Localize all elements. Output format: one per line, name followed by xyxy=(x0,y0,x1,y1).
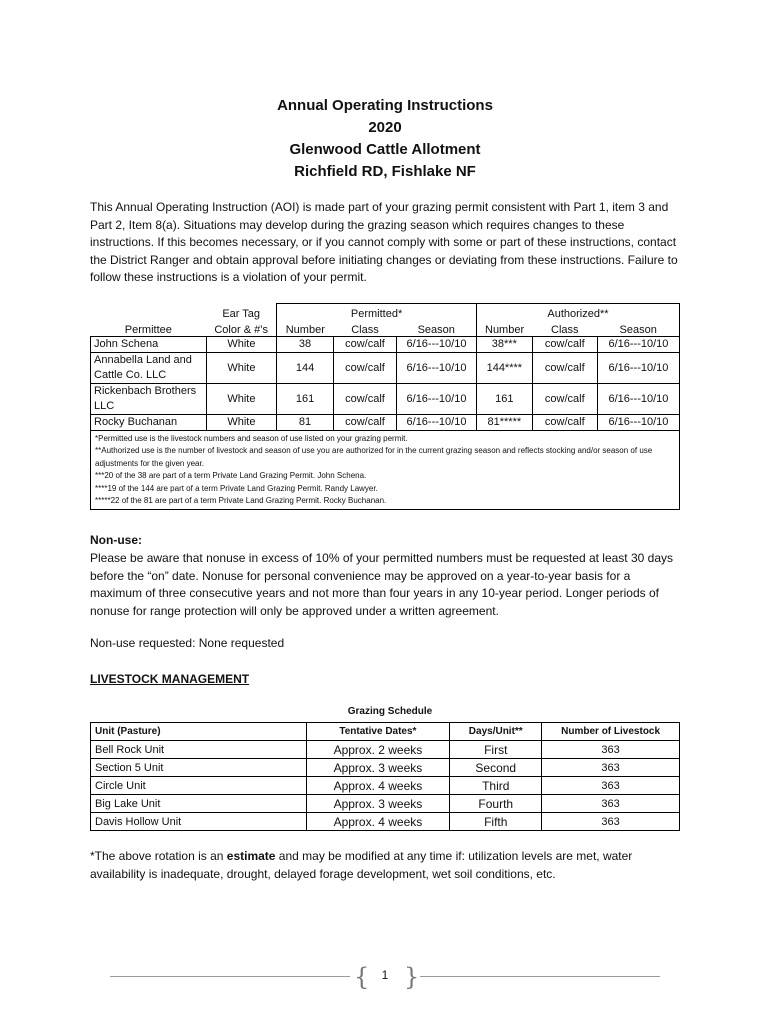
authorized-number-cell: 38*** xyxy=(476,337,532,353)
permitted-number-cell: 144 xyxy=(277,353,334,384)
authorized-class-cell: cow/calf xyxy=(532,415,597,431)
permittee-cell: Annabella Land and Cattle Co. LLC xyxy=(91,353,207,384)
authorized-season-cell: 6/16---10/10 xyxy=(597,353,679,384)
left-brace-icon: { xyxy=(354,963,370,991)
table-row xyxy=(91,795,680,813)
authorized-class-header: Class xyxy=(551,324,579,336)
authorized-class-cell: cow/calf xyxy=(532,384,597,415)
livestock-number-cell: 363 xyxy=(542,795,680,813)
authorized-number-cell: 81***** xyxy=(476,415,532,431)
permitted-class-cell: cow/calf xyxy=(333,415,396,431)
permit-note: *****22 of the 81 are part of a term Private Land Grazing Permit. Rocky Buchanan. xyxy=(95,496,387,506)
days-cell: Third xyxy=(450,777,542,795)
ear-tag-cell: White xyxy=(206,337,276,353)
dates-cell: Approx. 3 weeks xyxy=(306,759,450,777)
table-row xyxy=(91,353,680,384)
permitted-number-cell: 161 xyxy=(277,384,334,415)
authorized-number-cell: 161 xyxy=(476,384,532,415)
unit-cell: Davis Hollow Unit xyxy=(91,813,307,831)
footer-rule-right xyxy=(420,976,660,977)
ear-tag-cell: White xyxy=(206,415,276,431)
authorized-header: Authorized** xyxy=(476,304,679,321)
authorized-season-cell: 6/16---10/10 xyxy=(597,337,679,353)
table-row xyxy=(91,337,680,353)
permit-header-blank xyxy=(91,304,207,321)
permittee-cell: Rocky Buchanan xyxy=(91,415,207,431)
dates-cell: Approx. 3 weeks xyxy=(306,795,450,813)
document-title: Annual Operating Instructions xyxy=(277,97,493,114)
district-name: Richfield RD, Fishlake NF xyxy=(294,163,476,180)
authorized-number-header: Number xyxy=(485,324,525,336)
unit-cell: Big Lake Unit xyxy=(91,795,307,813)
grazing-schedule-caption: Grazing Schedule xyxy=(347,706,433,717)
ear-tag-cell: White xyxy=(206,353,276,384)
livestock-number-cell: 363 xyxy=(542,759,680,777)
rotation-note-start: *The above rotation is an xyxy=(90,849,227,863)
authorized-class-cell: cow/calf xyxy=(532,353,597,384)
days-cell: Second xyxy=(450,759,542,777)
right-brace-icon: } xyxy=(404,963,420,991)
permitted-number-cell: 38 xyxy=(277,337,334,353)
permitted-season-cell: 6/16---10/10 xyxy=(397,415,477,431)
dates-cell: Approx. 4 weeks xyxy=(306,813,450,831)
ear-tag-header-line1: Ear Tag xyxy=(222,308,261,320)
table-row xyxy=(91,759,680,777)
authorized-season-header: Season xyxy=(597,320,679,337)
permitted-season-header: Season xyxy=(397,320,477,337)
permittee-cell: Rickenbach Brothers LLC xyxy=(91,384,207,415)
document-title-block xyxy=(0,95,770,183)
permitted-class-cell: cow/calf xyxy=(333,353,396,384)
permittee-header: Permittee xyxy=(124,324,172,336)
dates-cell: Approx. 2 weeks xyxy=(306,741,450,759)
table-row xyxy=(91,415,680,431)
livestock-number-header: Number of Livestock xyxy=(542,723,680,741)
permit-table xyxy=(90,303,680,510)
unit-header: Unit (Pasture) xyxy=(91,723,307,741)
permitted-season-cell: 6/16---10/10 xyxy=(397,353,477,384)
permit-note: ***20 of the 38 are part of a term Private Land Grazing Permit. John Schena. xyxy=(95,471,367,481)
permit-note: **Authorized use is the number of livestock and season of use you are authorized for in the current grazing season and reflects stocking and/or season of use adjustments for the given year. xyxy=(95,446,653,468)
permitted-class-cell: cow/calf xyxy=(333,337,396,353)
permitted-class-header: Class xyxy=(351,324,379,336)
unit-cell: Bell Rock Unit xyxy=(91,741,307,759)
footer-rule-left xyxy=(110,976,350,977)
rotation-note-end: and may be modified at any time if: utilization levels are met, water availability is inadequate, drought, delayed forage development, wet soil conditions, etc. xyxy=(90,849,633,881)
table-row xyxy=(91,384,680,415)
intro-paragraph: This Annual Operating Instruction (AOI) is made part of your grazing permit consistent with Part 1, item 3 and Part 2, Item 8(a). Situations may develop during the grazing season which requires changes to these instructions. If this becomes necessary, or if you cannot comply with some or part of these instructions, contact the District Ranger and obtain approval before initiating changes or deviating from these instructions. Failure to follow these instructions is a violation of your permit. xyxy=(90,200,678,285)
grazing-schedule-table xyxy=(90,722,680,831)
days-cell: Fifth xyxy=(450,813,542,831)
permit-note: *Permitted use is the livestock numbers and season of use listed on your grazing permit. xyxy=(95,434,408,443)
nonuse-heading: Non-use: xyxy=(90,533,142,547)
authorized-number-cell: 144**** xyxy=(476,353,532,384)
table-row xyxy=(91,813,680,831)
permitted-season-cell: 6/16---10/10 xyxy=(397,384,477,415)
permitted-season-cell: 6/16---10/10 xyxy=(397,337,477,353)
permit-notes-row xyxy=(91,431,680,510)
livestock-number-cell: 363 xyxy=(542,813,680,831)
permitted-number-cell: 81 xyxy=(277,415,334,431)
allotment-name: Glenwood Cattle Allotment xyxy=(289,141,481,158)
permit-notes-cell xyxy=(91,431,680,510)
permitted-header: Permitted* xyxy=(277,304,477,321)
nonuse-paragraph: Please be aware that nonuse in excess of 10% of your permitted numbers must be requested at least 30 days before the “on” date. Nonuse for personal convenience may be approved on a year-to-year basis for a maximum of three consecutive years and not more than four years in any 10-year period. Longer periods of nonuse for range protection will only be approved under a written agreement. xyxy=(90,551,674,618)
authorized-season-cell: 6/16---10/10 xyxy=(597,384,679,415)
page-footer xyxy=(110,963,660,991)
days-header: Days/Unit** xyxy=(450,723,542,741)
livestock-number-cell: 363 xyxy=(542,741,680,759)
unit-cell: Circle Unit xyxy=(91,777,307,795)
rotation-note-emphasis: estimate xyxy=(226,849,276,863)
unit-cell: Section 5 Unit xyxy=(91,759,307,777)
ear-tag-header-line2: Color & #’s xyxy=(214,324,268,336)
livestock-management-heading: LIVESTOCK MANAGEMENT xyxy=(90,672,250,686)
dates-cell: Approx. 4 weeks xyxy=(306,777,450,795)
nonuse-requested: Non-use requested: None requested xyxy=(90,636,285,650)
dates-header: Tentative Dates* xyxy=(306,723,450,741)
authorized-class-cell: cow/calf xyxy=(532,337,597,353)
page-number: 1 xyxy=(381,968,389,982)
days-cell: Fourth xyxy=(450,795,542,813)
permit-note: ****19 of the 144 are part of a term Private Land Grazing Permit. Randy Lawyer. xyxy=(95,483,378,493)
permitted-class-cell: cow/calf xyxy=(333,384,396,415)
days-cell: First xyxy=(450,741,542,759)
table-row xyxy=(91,741,680,759)
authorized-season-cell: 6/16---10/10 xyxy=(597,415,679,431)
rotation-note xyxy=(90,848,682,883)
ear-tag-cell: White xyxy=(206,384,276,415)
livestock-number-cell: 363 xyxy=(542,777,680,795)
document-year: 2020 xyxy=(368,119,402,136)
permitted-number-header: Number xyxy=(277,320,334,337)
permittee-cell: John Schena xyxy=(91,337,207,353)
table-row xyxy=(91,777,680,795)
